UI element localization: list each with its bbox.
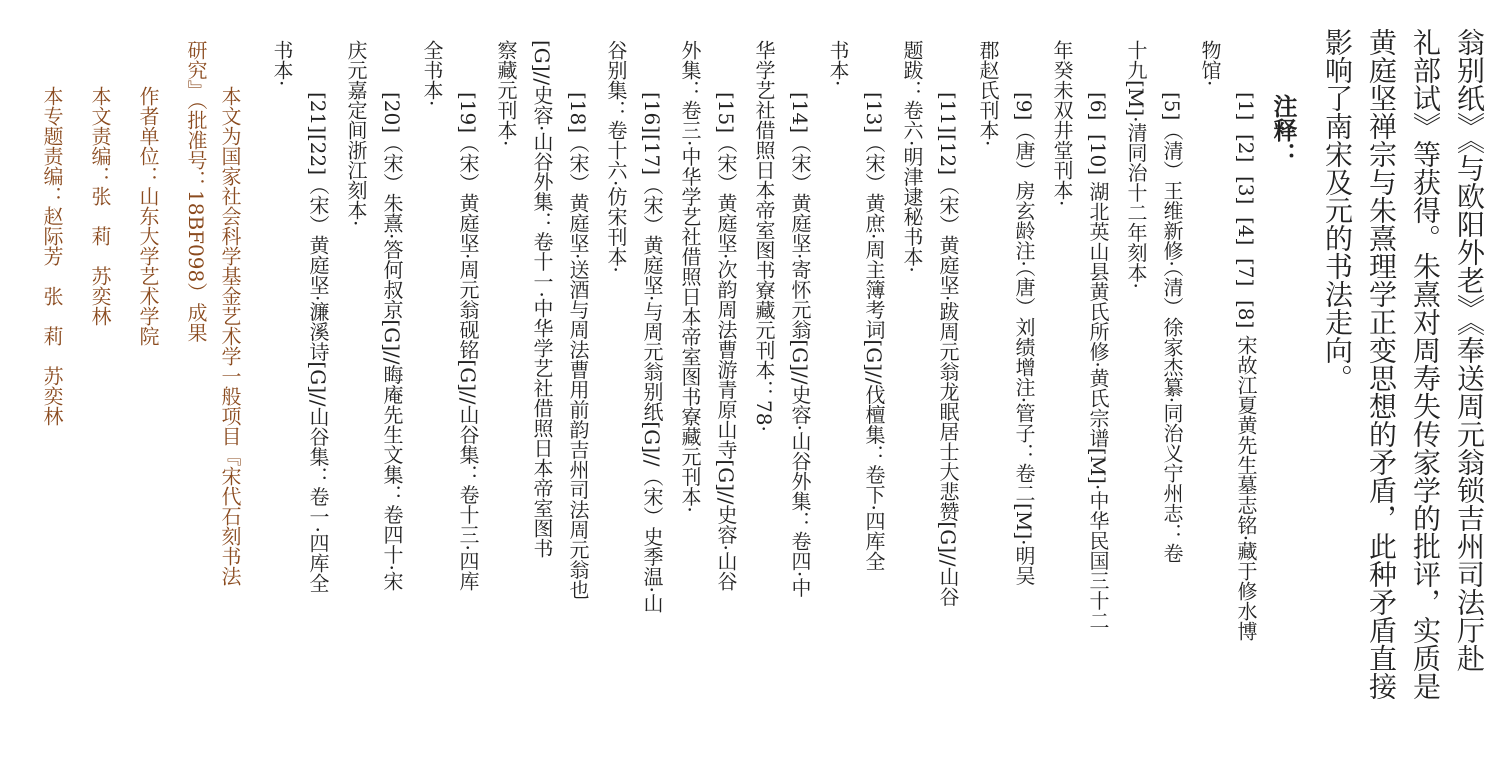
note-13-cont: 书本· bbox=[826, 40, 850, 87]
note-8: [8] 宋故江夏黄先生墓志铭·藏于修水博 bbox=[1234, 300, 1258, 642]
note-12-cont: 题跋：卷六·明津逮秘书本· bbox=[900, 40, 924, 273]
note-13: [13]（宋）黄庶·周主簿考词[G]//伐檀集：卷下·四库全 bbox=[862, 92, 886, 571]
note-10-cont: 年癸未双井堂刊本· bbox=[1050, 40, 1074, 207]
note-10: [10] 湖北英山县黄氏所修·黄氏宗谱[M]·中华民国三十二 bbox=[1086, 134, 1110, 631]
note-1: [1] bbox=[1234, 92, 1258, 121]
note-11: [11] bbox=[936, 92, 960, 134]
note-15: [15]（宋）黄庭坚·次韵周法曹游青原山寺[G]//史容·山谷 bbox=[714, 92, 738, 591]
note-8-cont: 物馆· bbox=[1198, 40, 1222, 87]
note-12: [12]（宋）黄庭坚·跋周元翁龙眠居士大悲赞[G]//山谷 bbox=[936, 134, 960, 607]
note-14-cont: 华学艺社借照日本帝室图书寮藏元刊本：78· bbox=[752, 40, 776, 432]
note-18-cont: [G]//史容·山谷外集：卷十一·中华学艺社借照日本帝室图书 bbox=[530, 40, 554, 558]
note-5-cont: 十九[M]·清同治十二年刻本· bbox=[1124, 40, 1148, 289]
note-4: [4] bbox=[1234, 217, 1258, 246]
note-3: [3] bbox=[1234, 176, 1258, 205]
note-14: [14]（宋）黄庭坚·寄怀元翁[G]//史容·山谷外集：卷四·中 bbox=[788, 92, 812, 598]
note-21: [21] bbox=[306, 92, 330, 134]
body-text-col-2: 礼部试》等获得。朱熹对周寿失传家学的批评，实质是 bbox=[1409, 28, 1442, 700]
note-5: [5]（清）王维新修·（清）徐家杰纂·同治义宁州志：卷 bbox=[1160, 92, 1184, 564]
note-18-cont-2: 察藏元刊本· bbox=[494, 40, 518, 147]
funding-note-cont: 研究』（批准号：18BF098）成果 bbox=[184, 40, 208, 343]
note-9-cont: 郡赵氏刊本· bbox=[976, 40, 1000, 147]
note-17: [17]（宋）黄庭坚·与周元翁别纸[G]//（宋）史季温·山 bbox=[640, 134, 664, 613]
note-19-cont: 全书本· bbox=[420, 40, 444, 107]
body-text-col-4: 影响了南宋及元的书法走向。 bbox=[1321, 28, 1354, 392]
notes-heading: 注释： bbox=[1269, 94, 1298, 166]
note-2: [2] bbox=[1234, 134, 1258, 163]
note-15-cont: 外集：卷三·中华学艺社借照日本帝室图书寮藏元刊本· bbox=[678, 40, 702, 513]
note-22: [22]（宋）黄庭坚·濂溪诗[G]//山谷集：卷一·四库全 bbox=[306, 134, 330, 593]
note-9: [9]（唐）房玄龄注·（唐）刘绩增注·管子：卷二[M]·明吴 bbox=[1012, 92, 1036, 586]
article-editor: 本文责编：张 莉 苏奕林 bbox=[88, 86, 112, 326]
funding-note: 本文为国家社会科学基金艺术学一般项目『宋代石刻书法 bbox=[218, 86, 242, 586]
body-text-col-3: 黄庭坚禅宗与朱熹理学正变思想的矛盾，此种矛盾直接 bbox=[1365, 28, 1398, 700]
note-19: [19]（宋）黄庭坚·周元翁砚铭[G]//山谷集：卷十三·四库 bbox=[456, 92, 480, 591]
note-18: [18]（宋）黄庭坚·送酒与周法曹用前韵吉州司法周元翁也 bbox=[566, 92, 590, 600]
body-text-col-1: 翁别纸》《与欧阳外老》《奉送周元翁锁吉州司法厅赴 bbox=[1453, 28, 1486, 672]
note-22-cont: 书本· bbox=[270, 40, 294, 87]
author-affiliation: 作者单位：山东大学艺术学院 bbox=[136, 86, 160, 346]
note-6: [6] bbox=[1086, 92, 1110, 121]
note-20-cont: 庆元嘉定间浙江刻本· bbox=[344, 40, 368, 227]
note-7: [7] bbox=[1234, 258, 1258, 287]
note-20: [20]（宋）朱熹·答何叔京[G]//晦庵先生文集：卷四十·宋 bbox=[380, 92, 404, 591]
topic-editor: 本专题责编：赵际芳 张 莉 苏奕林 bbox=[40, 86, 64, 426]
note-16: [16] bbox=[640, 92, 664, 134]
note-17-cont: 谷别集：卷十六·仿宋刊本· bbox=[604, 40, 628, 273]
